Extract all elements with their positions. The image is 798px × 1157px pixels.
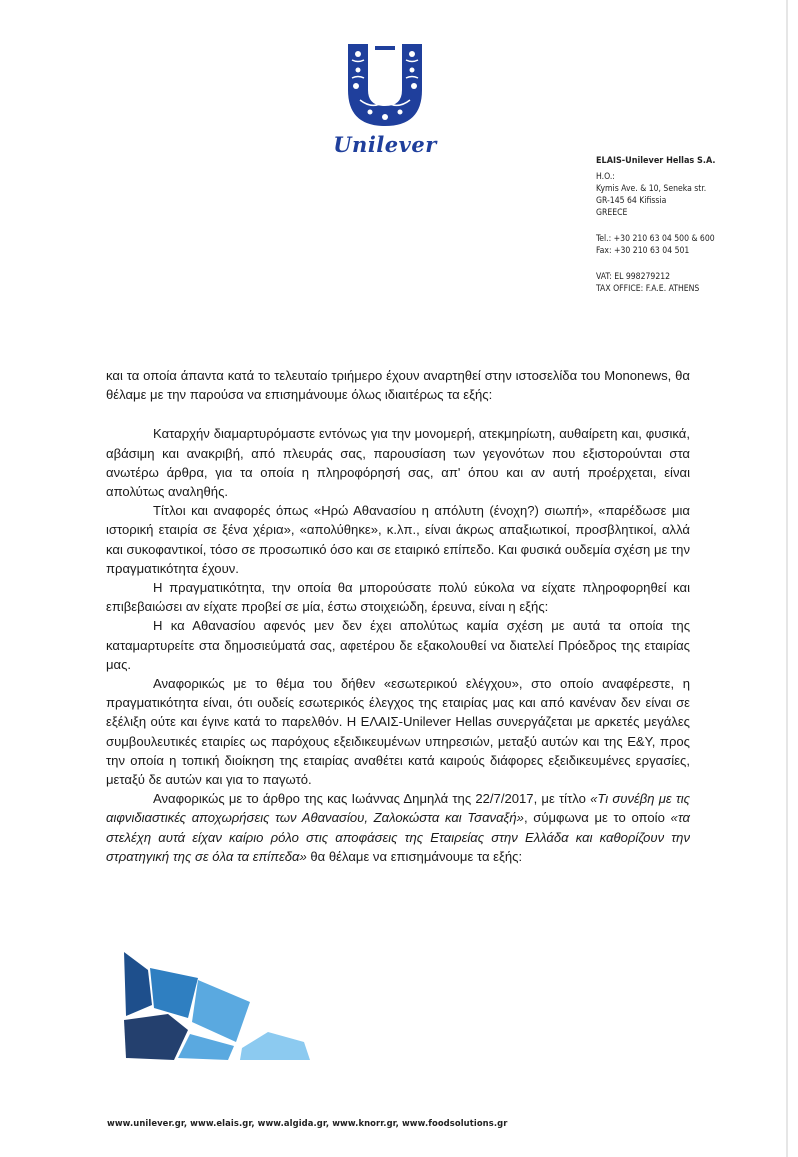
paragraph-7-text-c: , σύμφωνα με το οποίο <box>523 810 671 826</box>
paragraph-5: Η κα Αθανασίου αφενός μεν δεν έχει απολύτως καμία σχέση με αυτά τα οποία της καταμαρτυρείτε στα δημοσιεύματά σας, αφετέρου δε εξακολουθεί να διατελεί Πρόεδρος της εταιρίας μας. <box>106 618 690 672</box>
shape-pale-blue-1 <box>178 1034 234 1060</box>
vat-number: VAT: EL 998279212 <box>596 272 671 282</box>
logo-wordmark: Unilever <box>333 132 437 157</box>
paragraph-2: Καταρχήν διαμαρτυρόμαστε εντόνως για την μονομερή, ατεκμηρίωτη, αυθαίρετη και, φυσικά, αβάσιμη και ανακριβή, από πλευράς σας, παρουσίαση των γεγονότων που εξιστορούνται στα ανωτέρω άρθρα, για τα οποία η πληροφόρησή σας, απ' όπου και αν αυτή προέρχεται, είναι απολύτως αναληθής. <box>106 426 690 500</box>
telephone: Tel.: +30 210 63 04 500 & 600 <box>596 234 715 244</box>
unilever-logo <box>330 40 440 160</box>
article-excerpt-quote: «τα στελέχη αυτά είχαν καίριο ρόλο στις αποφάσεις της Εταιρείας στην Ελλάδα και καθορίζουν την στρατηγική της σε όλα τα επίπεδα» <box>106 810 690 864</box>
tax-office: TAX OFFICE: F.A.E. ATHENS <box>596 284 700 294</box>
shape-pale-blue-2 <box>240 1032 310 1060</box>
paragraph-7-text-e: θα θέλαμε να επισημάνουμε τα εξής: <box>306 848 523 864</box>
address-street: Kymis Ave. & 10, Seneka str. <box>596 184 707 194</box>
paragraph-7 <box>106 789 690 866</box>
company-name: ELAIS-Unilever Hellas S.A. <box>596 156 716 166</box>
article-title-quote: «Τι συνέβη με τις αιφνιδιαστικές αποχωρήσεις των Αθανασίου, Ζαλοκώστα και Τσαναξή» <box>106 791 691 826</box>
shape-navy <box>124 1014 188 1060</box>
fax: Fax: +30 210 63 04 501 <box>596 246 690 256</box>
footer-websites: www.unilever.gr, www.elais.gr, www.algida.gr, www.knorr.gr, www.foodsolutions.gr <box>107 1118 508 1128</box>
shape-light-blue <box>192 980 250 1042</box>
decorative-shapes <box>118 950 338 1065</box>
paragraph-7-text-a: Αναφορικώς με το άρθρο της κας Ιωάννας Δημηλά της 22/7/2017, με τίτλο <box>153 791 591 807</box>
address-city: GR-145 64 Kifissia <box>596 196 667 206</box>
paragraph-4: Η πραγματικότητα, την οποία θα μπορούσατε πολύ εύκολα να είχατε πληροφορηθεί και επιβεβαιώσει αν είχατε προβεί σε μία, έστω στοιχειώδη, έρευνα, είναι η εξής: <box>106 580 690 615</box>
address-country: GREECE <box>596 208 628 218</box>
head-office-label: H.O.: <box>596 172 615 182</box>
company-address-block <box>596 155 786 295</box>
paragraph-3: Τίτλοι και αναφορές όπως «Ηρώ Αθανασίου η απόλυτη (ένοχη?) σιωπή», «παρέδωσε μια ιστορική εταιρία σε ξένα χέρια», «απολύθηκε», κ.λπ., είναι άκρως απαξιωτικοί, προσβλητικοί, αλλά και συκοφαντικοί, τόσο σε προσωπικό όσο και σε εταιρικό επίπεδο. Και φυσικά ουδεμία σχέση με την πραγματικότητα έχουν. <box>106 503 690 576</box>
page-edge <box>786 0 788 1157</box>
letter-body <box>106 366 690 866</box>
shape-mid-blue <box>150 968 198 1018</box>
shape-dark-blue <box>124 952 152 1016</box>
paragraph-1: και τα οποία άπαντα κατά το τελευταίο τριήμερο έχουν αναρτηθεί στην ιστοσελίδα του Mononews, θα θέλαμε με την παρούσα να επισημάνουμε όλως ιδιαιτέρως τα εξής: <box>106 368 690 403</box>
paragraph-6: Αναφορικώς με το θέμα του δήθεν «εσωτερικού ελέγχου», στο οποίο αναφέρεστε, η πραγματικότητα είναι, ότι ουδείς εσωτερικός έλεγχος της εταιρίας μας και από κανέναν δεν είναι σε εξέλιξη ούτε και έγινε κατά το παρελθόν. Η ΕΛΑΙΣ-Unilever Hellas συνεργάζεται με αρκετές μεγάλες συμβουλευτικές εταιρίες ως παρόχους εξειδικευμένων υπηρεσιών, μεταξύ αυτών και της E&Y, προς την οποία η τοπική διοίκηση της εταιρίας αναθέτει κατά καιρούς διάφορες εξειδικευμένες εργασίες, μεταξύ δε αυτών και για το παγωτό. <box>106 676 690 788</box>
unilever-u-icon <box>340 40 430 130</box>
